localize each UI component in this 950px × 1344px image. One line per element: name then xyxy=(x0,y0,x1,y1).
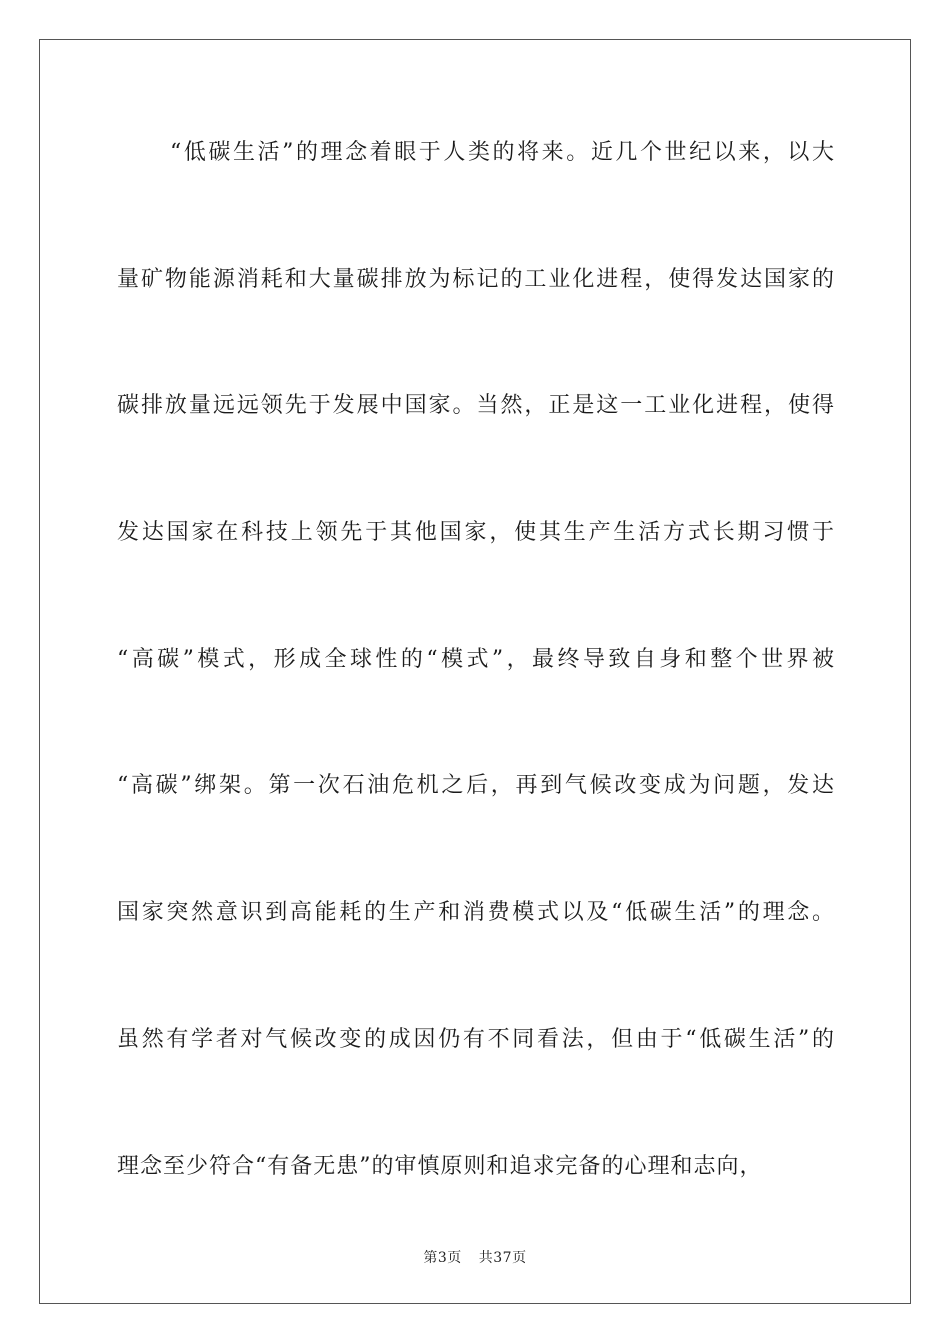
text-line: “高碳”绑架。第一次石油危机之后，再到气候改变成为问题，发达 xyxy=(117,773,835,799)
text-line: 量矿物能源消耗和大量碳排放为标记的工业化进程，使得发达国家的 xyxy=(117,266,835,292)
page-total: 共37页 xyxy=(478,1250,527,1266)
page-footer xyxy=(0,1247,950,1267)
text-line: 国家突然意识到高能耗的生产和消费模式以及“低碳生活”的理念。 xyxy=(117,900,835,926)
text-line: 碳排放量远远领先于发展中国家。当然，正是这一工业化进程，使得 xyxy=(117,393,835,419)
text-line: “高碳”模式，形成全球性的“模式”，最终导致自身和整个世界被 xyxy=(117,646,835,672)
text-line: 理念至少符合“有备无患”的审慎原则和追求完备的心理和志向， xyxy=(117,1153,763,1179)
text-line: “低碳生活”的理念着眼于人类的将来。近几个世纪以来，以大 xyxy=(170,140,835,165)
page-number: 第3页 xyxy=(423,1250,462,1266)
text-line: 虽然有学者对气候改变的成因仍有不同看法，但由于“低碳生活”的 xyxy=(117,1026,835,1052)
text-line: 发达国家在科技上领先于其他国家，使其生产生活方式长期习惯于 xyxy=(117,520,835,546)
document-body xyxy=(117,130,835,1270)
